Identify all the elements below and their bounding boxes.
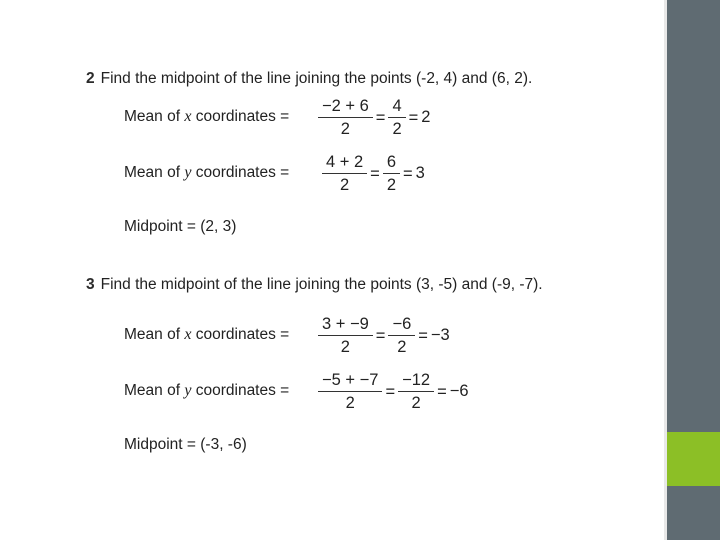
denominator: 2	[318, 335, 373, 356]
label-prefix: Mean of	[124, 164, 185, 181]
label-suffix: coordinates =	[191, 382, 290, 399]
equals-sign: =	[375, 326, 386, 345]
result: −6	[449, 382, 469, 400]
problem-text: Find the midpoint of the line joining the points (-2, 4) and (6, 2).	[100, 70, 533, 87]
label-suffix: coordinates =	[191, 164, 290, 181]
fraction	[390, 315, 413, 356]
mean-x-label	[124, 108, 289, 126]
equals-sign: =	[437, 382, 447, 401]
mean-y-expression	[322, 153, 425, 194]
label-suffix: coordinates =	[191, 326, 290, 343]
equals-sign: =	[375, 108, 386, 127]
variable: x	[184, 108, 192, 125]
problem-number: 2	[86, 70, 95, 87]
midpoint-answer: Midpoint = (-3, -6)	[124, 436, 247, 453]
fraction	[320, 315, 371, 356]
label-prefix: Mean of	[124, 108, 185, 125]
variable: y	[184, 382, 192, 399]
numerator: 3 + −9	[322, 315, 369, 333]
equals-sign: =	[418, 326, 428, 345]
label-prefix: Mean of	[124, 382, 185, 399]
problem-statement	[86, 70, 532, 88]
fraction	[390, 97, 403, 138]
fraction	[320, 97, 371, 138]
numerator: −6	[392, 315, 412, 333]
mean-x-expression	[318, 97, 430, 138]
fraction	[324, 153, 365, 194]
result: 2	[421, 108, 431, 126]
fraction	[385, 153, 398, 194]
numerator: 4	[392, 97, 402, 115]
numerator: 4 + 2	[326, 153, 364, 171]
midpoint-answer: Midpoint = (2, 3)	[124, 218, 237, 235]
mean-y-label	[124, 164, 289, 182]
mean-y-expression	[318, 371, 469, 412]
denominator: 2	[318, 391, 382, 412]
denominator: 2	[388, 117, 405, 138]
denominator: 2	[318, 117, 373, 138]
denominator: 2	[388, 335, 415, 356]
numerator: 6	[386, 153, 396, 171]
variable: x	[184, 326, 192, 343]
mean-y-label	[124, 382, 289, 400]
fraction	[320, 371, 380, 412]
numerator: −2 + 6	[322, 97, 369, 115]
result: −3	[430, 326, 450, 344]
variable: y	[184, 164, 192, 181]
label-prefix: Mean of	[124, 326, 185, 343]
slide-sidebar	[664, 0, 720, 540]
label-suffix: coordinates =	[191, 108, 290, 125]
mean-x-expression	[318, 315, 450, 356]
equals-sign: =	[408, 108, 419, 127]
equals-sign: =	[370, 164, 380, 183]
numerator: −5 + −7	[322, 371, 379, 389]
sidebar-accent-block	[667, 432, 720, 486]
denominator: 2	[398, 391, 434, 412]
denominator: 2	[383, 173, 400, 194]
problem-text: Find the midpoint of the line joining the points (3, -5) and (-9, -7).	[100, 276, 543, 293]
problem-statement	[86, 276, 543, 294]
denominator: 2	[322, 173, 367, 194]
result: 3	[415, 164, 425, 182]
equals-sign: =	[403, 164, 413, 183]
numerator: −12	[402, 371, 431, 389]
problem-number: 3	[86, 276, 95, 293]
equals-sign: =	[385, 382, 396, 401]
mean-x-label	[124, 326, 289, 344]
fraction	[400, 371, 432, 412]
